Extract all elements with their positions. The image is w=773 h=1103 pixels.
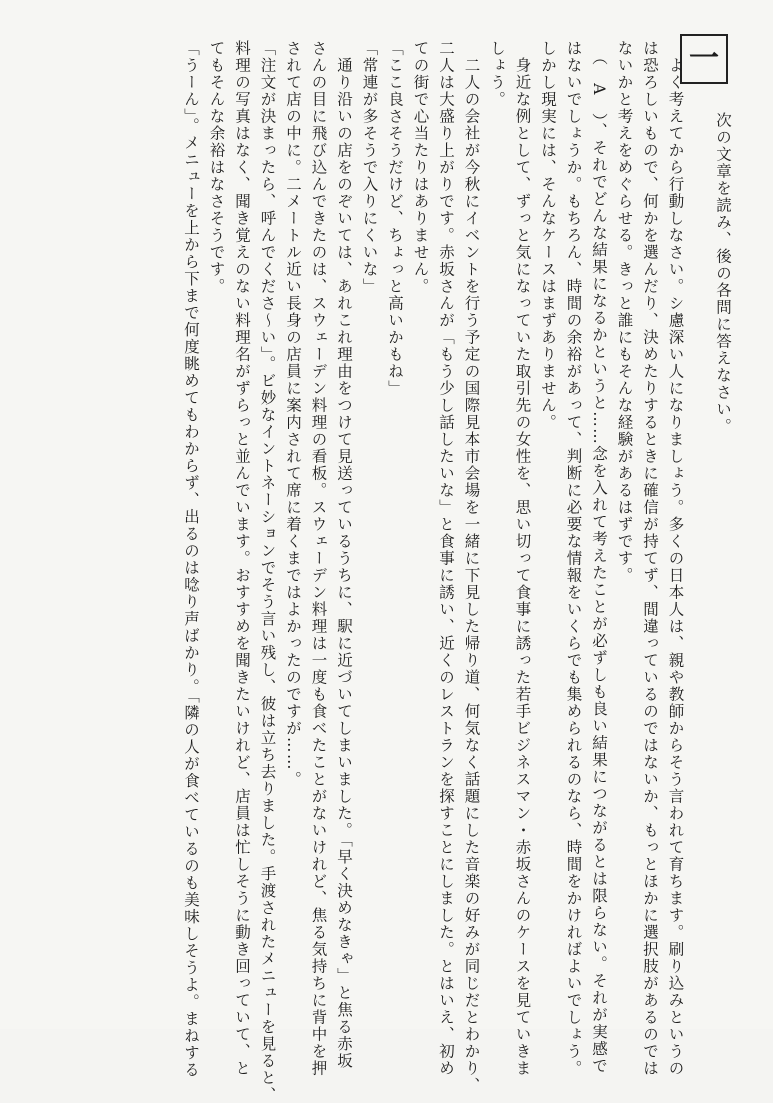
passage-text [178,40,736,1103]
text-column: 二人は大盛り上がりです。赤坂さんが「もう少し話したいな」と食事に誘い、近くのレストランを探すことにしました。とはいえ、初め [437,40,455,1077]
text-column: 通り沿いの店をのぞいては、あれこれ理由をつけて見送っているうちに、駅に近づいてしまいました。「早く決めなきゃ」と焦る赤坂 [335,40,353,1070]
text-column: しかし現実には、そんなケースはまずありません。 [539,40,557,431]
text-column: 料理の写真はなく、聞き覚えのない料理名がずらっと並んでいます。おすすめを聞きたいけれど、店員は忙しそうに動き回っていて、と [233,40,251,1077]
text-column: ての街で心当たりはありません。 [411,40,430,295]
text-column: 「ここ良さそうだけど、ちょっと高いかもね」 [386,40,404,397]
instruction-line: 次の文章を読み、後の各問に答えなさい。 [714,112,732,435]
text-column: （ A ）、それでどんな結果になるかというと……念を入れて考えたことが必ずしも良い結果につながるとは限らない。それが実感で [590,40,608,1075]
text-column: 「常連が多そうで入りにくいな」 [360,40,379,295]
text-column: 「うーん」。メニューを上から下まで何度眺めてもわからず、出るのは唸り声ばかり。「隣の人が食べているのも美味しそうよ。まねする [182,40,200,1079]
text-column: されて店の中に。二メートル近い長身の店員に案内されて席に着くまではよかったのですが……。 [284,40,302,788]
text-column: 「注文が決まったら、呼んでくださ～い」。ビ妙なイントネーションでそう言い残し、彼は立ち去りました。手渡されたメニューを見ると、 [258,40,277,1103]
text-column: 二人の会社が今秋にイベントを行う予定の国際見本市会場を一緒に下見した帰り道、何気なく話題にした音楽の好みが同じだとわかり、 [462,40,481,1094]
question-number: 一 [689,41,719,76]
text-column: は恐ろしいもので、何かを選んだり、決めたりするときに確信が持てず、間違っているのではないか、もっとほかに選択肢があるのでは [641,40,659,1077]
text-column: ないかと考えをめぐらせる。きっと誰にもそんな経験があるはずです。 [615,40,634,584]
text-column: しょう。 [488,40,506,108]
text-column: さんの目に飛び込んできたのは、スウェーデン料理の看板。スウェーデン料理は一度も食べたことがないけれど、焦る気持ちに背中を押 [309,40,328,1077]
text-column: はないでしょうか。もちろん、時間の余裕があって、判断に必要な情報をいくらでも集められるのなら、時間をかければよいでしょう。 [564,40,583,1077]
text-column: よく考えてから行動しなさい。シ慮深い人になりましょう。多くの日本人は、親や教師からそう言われて育ちます。刷り込みというの [666,40,685,1077]
text-column: てもそんな余裕はなさそうです。 [207,40,226,295]
text-column: 身近な例として、ずっと気になっていた取引先の女性を、思い切って食事に誘った若手ビジネスマン・赤坂さんのケースを見ていきま [513,40,532,1077]
